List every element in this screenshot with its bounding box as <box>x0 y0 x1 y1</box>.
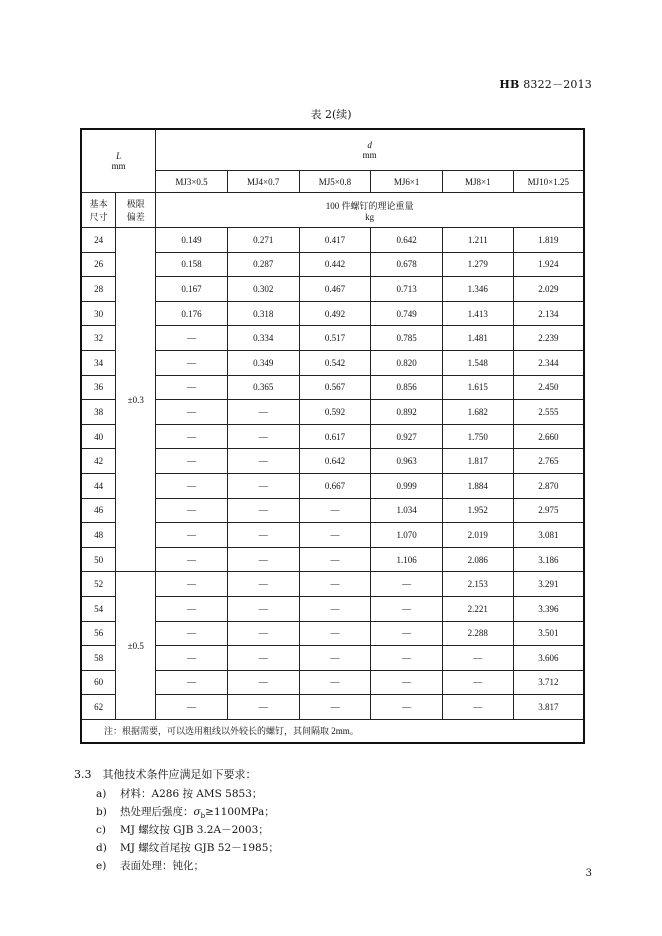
base-size-cell: 58 <box>81 646 116 671</box>
weight-cell: — <box>227 424 299 449</box>
weight-cell: — <box>299 547 371 572</box>
table-row <box>81 350 584 375</box>
weight-cell: — <box>156 572 228 597</box>
weight-cell: 0.158 <box>156 252 228 277</box>
weight-cell: 3.396 <box>513 596 584 621</box>
weight-cell: 1.952 <box>442 498 513 523</box>
weight-cell: — <box>371 646 443 671</box>
weight-cell: 0.617 <box>299 424 371 449</box>
weight-cell: — <box>156 596 228 621</box>
weight-cell: 2.765 <box>513 449 584 474</box>
base-size-cell: 48 <box>81 523 116 548</box>
base-size-cell: 34 <box>81 350 116 375</box>
weight-cell: — <box>227 449 299 474</box>
tolerance-cell: ±0.3 <box>116 228 156 572</box>
weight-cell: 0.856 <box>371 375 443 400</box>
column-header: MJ5×0.8 <box>299 171 371 193</box>
weight-cell: 1.615 <box>442 375 513 400</box>
weight-cell: — <box>227 646 299 671</box>
base-size-cell: 38 <box>81 400 116 425</box>
table-row <box>81 424 584 449</box>
weight-cell: 0.713 <box>371 277 443 302</box>
weight-cell: 0.318 <box>227 301 299 326</box>
column-header: MJ8×1 <box>442 171 513 193</box>
column-header: MJ10×1.25 <box>513 171 584 193</box>
weight-cell: — <box>371 670 443 695</box>
weight-cell: 2.239 <box>513 326 584 351</box>
weight-cell: — <box>227 400 299 425</box>
weight-cell: 2.288 <box>442 621 513 646</box>
base-size-cell: 46 <box>81 498 116 523</box>
table-row <box>81 670 584 695</box>
weight-cell: 0.302 <box>227 277 299 302</box>
table-row <box>81 498 584 523</box>
weight-cell: 1.034 <box>371 498 443 523</box>
table-row <box>81 596 584 621</box>
weight-cell: 2.975 <box>513 498 584 523</box>
weight-cell: 1.924 <box>513 252 584 277</box>
weight-cell: — <box>227 596 299 621</box>
weight-cell: 2.029 <box>513 277 584 302</box>
weight-cell: 3.712 <box>513 670 584 695</box>
weight-cell: 0.642 <box>371 228 443 253</box>
table-row <box>81 252 584 277</box>
table-row <box>81 572 584 597</box>
table-row <box>81 646 584 671</box>
table-row <box>81 621 584 646</box>
weight-cell: 1.070 <box>371 523 443 548</box>
weight-cell: — <box>299 572 371 597</box>
weight-cell: — <box>299 498 371 523</box>
weight-cell: — <box>227 572 299 597</box>
weight-cell: 0.820 <box>371 350 443 375</box>
weight-cell: 0.517 <box>299 326 371 351</box>
weight-cell: 1.817 <box>442 449 513 474</box>
weight-cell: — <box>156 449 228 474</box>
weight-cell: — <box>156 375 228 400</box>
weight-cell: 1.279 <box>442 252 513 277</box>
base-size-cell: 36 <box>81 375 116 400</box>
section-heading: 3.3 其他技术条件应满足如下要求： <box>74 768 257 781</box>
weight-cell: 0.927 <box>371 424 443 449</box>
table-note: 注：根据需要，可以选用粗线以外较长的螺钉，其间隔取 2mm。 <box>81 719 584 743</box>
weight-cell: 0.892 <box>371 400 443 425</box>
weight-cell: 0.542 <box>299 350 371 375</box>
table-row <box>81 523 584 548</box>
weight-cell: — <box>156 424 228 449</box>
weight-cell: — <box>371 572 443 597</box>
table-row <box>81 400 584 425</box>
weight-cell: 1.682 <box>442 400 513 425</box>
column-header: MJ3×0.5 <box>156 171 228 193</box>
list-item: b) 热处理后强度：$\sigma_b\ge 1100MPa$； <box>96 806 275 821</box>
weight-cell: — <box>227 670 299 695</box>
weight-cell: — <box>227 473 299 498</box>
weight-cell: — <box>371 695 443 720</box>
weight-cell: 1.413 <box>442 301 513 326</box>
weight-cell: — <box>227 498 299 523</box>
weight-cell: 3.081 <box>513 523 584 548</box>
base-size-cell: 26 <box>81 252 116 277</box>
weight-cell: 0.271 <box>227 228 299 253</box>
page-number: 3 <box>585 868 592 879</box>
weight-cell: 0.667 <box>299 473 371 498</box>
weight-cell: 0.176 <box>156 301 228 326</box>
weight-cell: 2.344 <box>513 350 584 375</box>
weight-cell: 2.134 <box>513 301 584 326</box>
weight-cell: — <box>156 473 228 498</box>
base-size-cell: 52 <box>81 572 116 597</box>
weight-cell: 1.819 <box>513 228 584 253</box>
weight-cell: — <box>156 695 228 720</box>
weight-cell: 2.870 <box>513 473 584 498</box>
weight-cell: 3.186 <box>513 547 584 572</box>
base-size-cell: 62 <box>81 695 116 720</box>
weight-cell: 0.349 <box>227 350 299 375</box>
weight-cell: 0.592 <box>299 400 371 425</box>
base-size-cell: 42 <box>81 449 116 474</box>
weight-header: 100 件螺钉的理论重量 kg <box>156 193 584 228</box>
list-item: d) MJ 螺纹首尾按 GJB 52－1985； <box>96 842 279 854</box>
weight-cell: 0.334 <box>227 326 299 351</box>
weight-cell: 0.642 <box>299 449 371 474</box>
weight-cell: — <box>371 621 443 646</box>
base-size-cell: 54 <box>81 596 116 621</box>
weight-cell: — <box>299 621 371 646</box>
weight-cell: 1.481 <box>442 326 513 351</box>
weight-cell: 0.567 <box>299 375 371 400</box>
table-row <box>81 449 584 474</box>
base-size-cell: 24 <box>81 228 116 253</box>
weight-cell: 0.365 <box>227 375 299 400</box>
weight-cell: — <box>299 695 371 720</box>
weight-cell: 0.149 <box>156 228 228 253</box>
weight-cell: — <box>299 670 371 695</box>
weight-cell: 2.153 <box>442 572 513 597</box>
document-code: HB 8322－2013 <box>499 78 592 91</box>
weight-cell: — <box>299 523 371 548</box>
table-row <box>81 695 584 720</box>
table-row <box>81 547 584 572</box>
weight-cell: 0.678 <box>371 252 443 277</box>
list-item: a) 材料：A286 按 AMS 5853； <box>96 788 263 800</box>
weight-cell: 3.817 <box>513 695 584 720</box>
weight-cell: — <box>156 400 228 425</box>
weight-cell: 0.999 <box>371 473 443 498</box>
base-size-cell: 44 <box>81 473 116 498</box>
weight-cell: — <box>156 326 228 351</box>
table-row <box>81 375 584 400</box>
weight-cell: — <box>156 523 228 548</box>
weight-cell: 2.086 <box>442 547 513 572</box>
weight-cell: — <box>156 547 228 572</box>
base-size-cell: 60 <box>81 670 116 695</box>
weight-cell: 0.287 <box>227 252 299 277</box>
weight-cell: — <box>156 621 228 646</box>
weight-cell: — <box>156 646 228 671</box>
base-size-cell: 56 <box>81 621 116 646</box>
list-item: c) MJ 螺纹按 GJB 3.2A－2003； <box>96 824 269 836</box>
base-size-cell: 50 <box>81 547 116 572</box>
weight-cell: 1.548 <box>442 350 513 375</box>
weight-cell: 3.501 <box>513 621 584 646</box>
weight-cell: 0.467 <box>299 277 371 302</box>
weight-cell: 2.660 <box>513 424 584 449</box>
weight-cell: — <box>442 695 513 720</box>
tolerance-header: 极限 偏差 <box>116 193 156 228</box>
weight-cell: — <box>299 646 371 671</box>
table-title: 表 2(续) <box>310 108 352 121</box>
weight-cell: — <box>156 350 228 375</box>
weight-table <box>80 128 585 744</box>
weight-cell: 2.450 <box>513 375 584 400</box>
weight-cell: — <box>227 621 299 646</box>
weight-cell: — <box>227 523 299 548</box>
weight-cell: 3.291 <box>513 572 584 597</box>
weight-cell: — <box>227 695 299 720</box>
base-size-cell: 30 <box>81 301 116 326</box>
table-row <box>81 301 584 326</box>
weight-cell: 1.750 <box>442 424 513 449</box>
table-row <box>81 473 584 498</box>
base-size-cell: 40 <box>81 424 116 449</box>
weight-cell: — <box>227 547 299 572</box>
list-item: e) 表面处理：钝化； <box>96 860 204 872</box>
weight-cell: 1.884 <box>442 473 513 498</box>
weight-cell: 0.492 <box>299 301 371 326</box>
weight-cell: — <box>371 596 443 621</box>
weight-cell: 3.606 <box>513 646 584 671</box>
weight-cell: 0.963 <box>371 449 443 474</box>
column-header: MJ6×1 <box>371 171 443 193</box>
weight-cell: 0.417 <box>299 228 371 253</box>
table-row <box>81 277 584 302</box>
weight-cell: 1.211 <box>442 228 513 253</box>
weight-cell: 2.221 <box>442 596 513 621</box>
base-size-header: 基本 尺寸 <box>81 193 116 228</box>
weight-cell: — <box>156 670 228 695</box>
table-row <box>81 228 584 253</box>
table-row <box>81 326 584 351</box>
weight-cell: 0.785 <box>371 326 443 351</box>
weight-cell: 1.106 <box>371 547 443 572</box>
weight-cell: — <box>299 596 371 621</box>
weight-cell: — <box>442 670 513 695</box>
base-size-cell: 28 <box>81 277 116 302</box>
weight-cell: 0.167 <box>156 277 228 302</box>
weight-cell: 0.749 <box>371 301 443 326</box>
corner-header: L mm <box>81 129 156 193</box>
weight-cell: 1.346 <box>442 277 513 302</box>
column-header: MJ4×0.7 <box>227 171 299 193</box>
weight-cell: 2.555 <box>513 400 584 425</box>
d-header: d mm <box>156 129 584 171</box>
weight-cell: — <box>156 498 228 523</box>
weight-cell: — <box>442 646 513 671</box>
weight-cell: 2.019 <box>442 523 513 548</box>
tolerance-cell: ±0.5 <box>116 572 156 720</box>
base-size-cell: 32 <box>81 326 116 351</box>
weight-cell: 0.442 <box>299 252 371 277</box>
